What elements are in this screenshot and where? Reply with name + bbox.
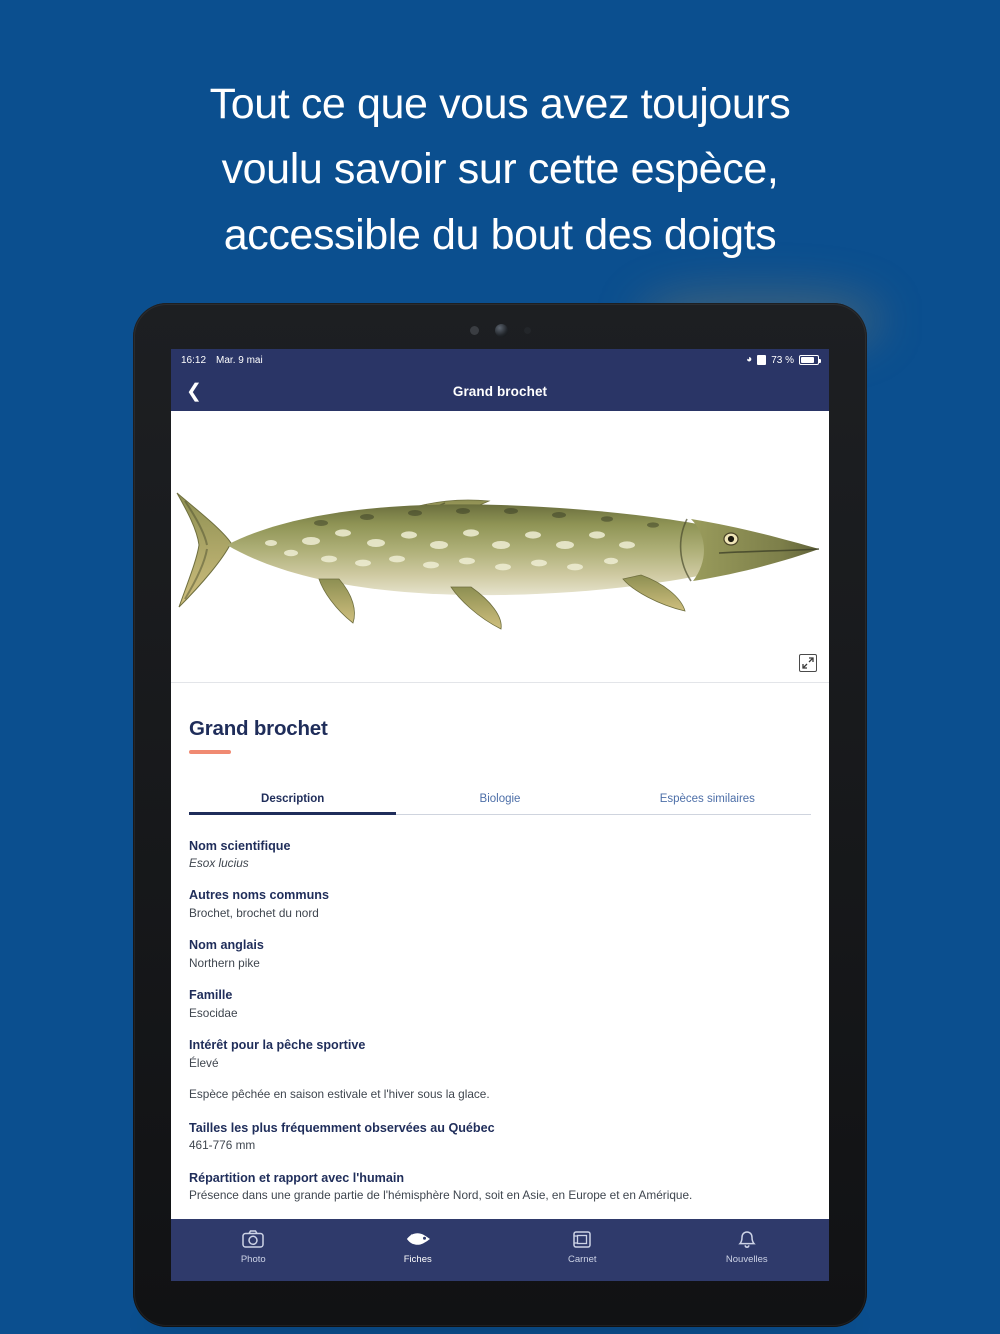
tab-label: Photo <box>240 1254 266 1265</box>
tab-label: Fiches <box>403 1254 432 1265</box>
bell-icon <box>665 1227 830 1251</box>
field-famille <box>189 986 811 1022</box>
tablet-device-frame <box>133 303 867 1327</box>
field-label: Famille <box>189 988 233 1003</box>
tab-description[interactable]: Description <box>189 784 396 814</box>
promo-line-3: accessible du bout des doigts <box>223 210 777 259</box>
species-detail-content <box>171 717 829 1253</box>
tab-biologie[interactable]: Biologie <box>479 792 521 805</box>
sensor-dot-icon <box>470 326 479 335</box>
tab-photo[interactable] <box>171 1227 336 1265</box>
square-icon <box>757 355 766 365</box>
detail-tabs <box>189 784 811 815</box>
promo-headline <box>0 72 1000 268</box>
tab-nouvelles[interactable] <box>665 1227 830 1265</box>
field-autres-noms-communs <box>189 886 811 922</box>
front-camera-icon <box>495 324 508 337</box>
chevron-left-icon[interactable]: ❮ <box>171 371 217 411</box>
field-label: Autres noms communs <box>189 888 329 903</box>
app-navigation-bar <box>171 371 829 411</box>
field-label: Répartition et rapport avec l'humain <box>189 1170 405 1185</box>
field-repartition-humain <box>189 1169 811 1205</box>
tab-especes-similaires[interactable]: Espèces similaires <box>659 792 755 805</box>
field-nom-scientifique <box>189 837 811 873</box>
status-date: Mar. 9 mai <box>216 354 263 366</box>
nav-title: Grand brochet <box>452 383 548 399</box>
field-value: Northern pike <box>189 955 260 970</box>
promo-line-1: Tout ce que vous avez toujours <box>209 80 791 128</box>
field-value: Présence dans une grande partie de l'hémisphère Nord, soit en Asie, en Europe et en Amérique. <box>189 1188 693 1203</box>
field-interet-peche-sportive <box>189 1036 811 1072</box>
field-nom-anglais <box>189 936 811 972</box>
field-value: Esox lucius <box>189 855 249 870</box>
battery-label: 73 % <box>771 354 794 366</box>
note-paragraph-1: Espèce pêchée en saison estivale et l'hiver sous la glace. <box>189 1087 490 1102</box>
device-screen <box>171 349 829 1281</box>
promo-line-2: voulu savoir sur cette espèce, <box>221 145 779 194</box>
camera-icon <box>171 1227 336 1251</box>
field-value: Brochet, brochet du nord <box>189 905 319 920</box>
northern-pike-photo <box>171 479 829 629</box>
tab-label: Nouvelles <box>725 1254 768 1265</box>
ambient-light-sensor-icon <box>524 327 531 334</box>
field-tailles-observees <box>189 1119 811 1155</box>
expand-arrows-icon <box>802 657 814 669</box>
page-title: Grand brochet <box>189 717 328 740</box>
status-bar <box>171 349 829 371</box>
field-value: Élevé <box>189 1055 219 1070</box>
description-fields <box>189 837 811 1237</box>
pike-illustration <box>171 479 829 629</box>
status-time: 16:12 <box>181 354 207 366</box>
field-value: 461-776 mm <box>189 1138 256 1153</box>
tab-label: Carnet <box>567 1254 597 1265</box>
notebook-icon <box>500 1227 665 1251</box>
field-value: Esocidae <box>189 1005 238 1020</box>
field-label: Nom scientifique <box>189 838 291 853</box>
battery-icon <box>799 355 819 365</box>
fish-icon <box>336 1227 501 1251</box>
device-sensor-array <box>133 322 867 338</box>
tab-carnet[interactable] <box>500 1227 665 1265</box>
field-label: Nom anglais <box>189 938 264 953</box>
title-underline-accent <box>189 750 231 754</box>
wifi-icon: ◕ <box>746 354 753 365</box>
tab-fiches[interactable] <box>336 1227 501 1265</box>
field-label: Intérêt pour la pêche sportive <box>189 1038 366 1053</box>
field-label: Tailles les plus fréquemment observées au Québec <box>189 1120 495 1135</box>
species-hero-image[interactable] <box>171 411 829 683</box>
bottom-tab-bar <box>171 1219 829 1281</box>
expand-icon[interactable] <box>799 654 817 672</box>
